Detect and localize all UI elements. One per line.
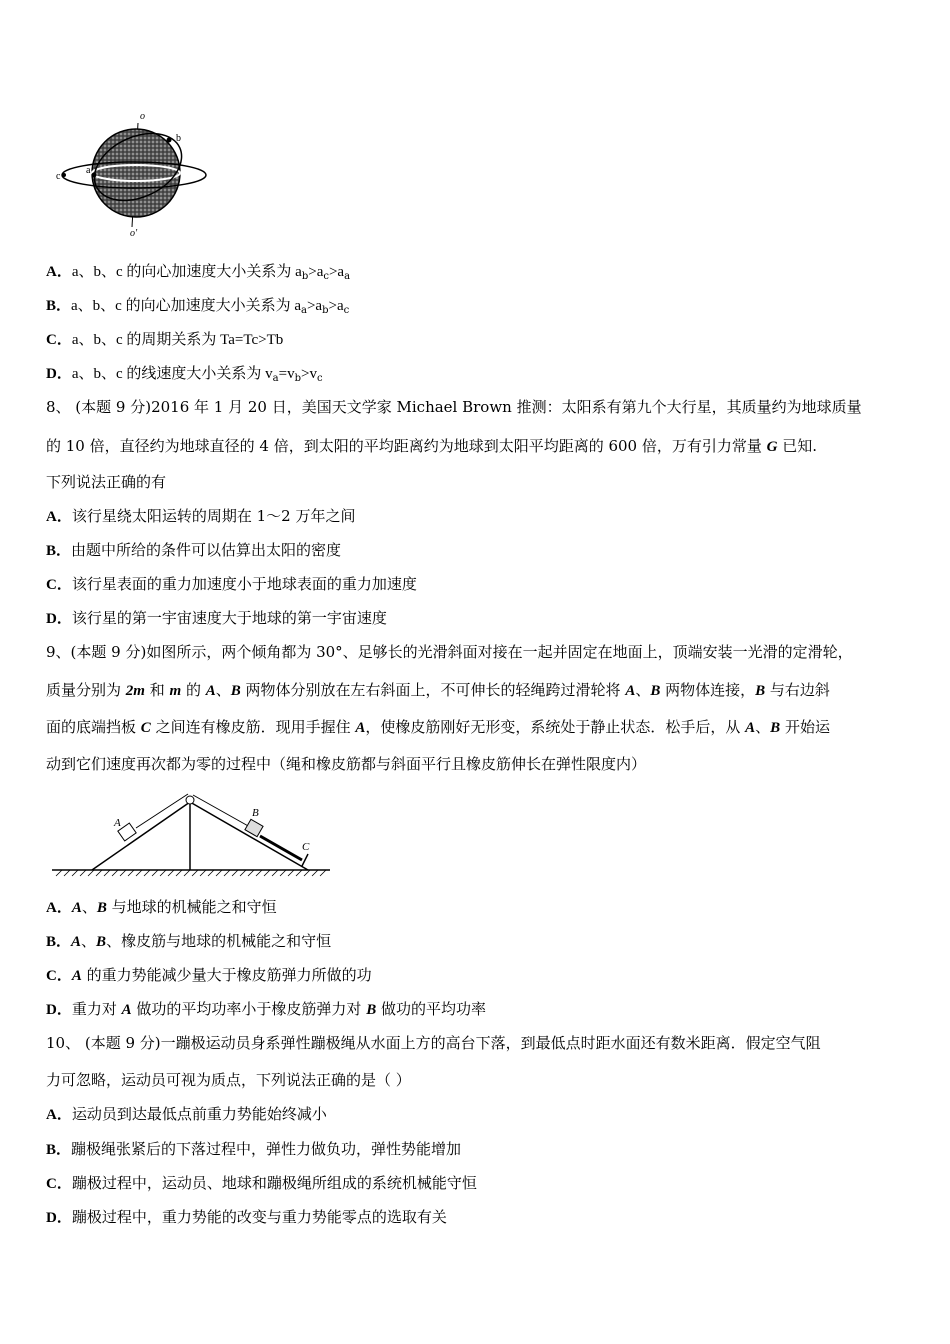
q7-option-b: B．a、b、c 的向心加速度大小关系为 $a_a>a_b>a_c$ [46,298,350,316]
stopper-c [302,854,308,866]
q9-option-d: D．重力对 A 做功的平均功率小于橡皮筋弹力对 B 做功的平均功率 [46,1000,486,1018]
q9-option-b: B．A、B、橡皮筋与地球的机械能之和守恒 [46,932,332,950]
q10-stem-line1: 10、 (本题 9 分)一蹦极运动员身系弹性蹦极绳从水面上方的高台下落，到最低点时距水面还有数米距离．假定空气阻 [46,1034,821,1052]
earth-globe [92,129,180,217]
q10-option-b: B．蹦极绳张紧后的下落过程中，弹性力做负功，弹性势能增加 [46,1140,462,1158]
label-block-b: B [252,807,259,819]
rope-right [193,795,250,827]
q8-stem-line3: 下列说法正确的有 [46,473,167,491]
ground-hatching [56,870,326,876]
label-b: b [176,133,181,144]
q8-stem-line2: 的 10 倍，直径约为地球直径的 4 倍，到太阳的平均距离约为地球到太阳平均距离的 600 倍，万有引力常量 G 已知. [46,437,818,455]
q9-stem-line1: 9、(本题 9 分)如图所示，两个倾角都为 30°、足够长的光滑斜面对接在一起并固定在地面上，顶端安装一光滑的定滑轮， [46,643,853,661]
label-o-bottom: o' [130,228,138,239]
q7-option-d: D．a、b、c 的线速度大小关系为 $v_a=v_b>v_c$ [46,366,323,384]
label-a: a [86,165,91,176]
point-b [167,138,172,143]
q8-option-a: A．该行星绕太阳运转的周期在 1～2 万年之间 [46,507,356,525]
rope-left [136,794,188,828]
q7-option-a: A．a、b、c 的向心加速度大小关系为 $a_b>a_c>a_a$ [46,264,351,282]
left-incline [92,802,190,870]
q8-option-d: D．该行星的第一宇宙速度大于地球的第一宇宙速度 [46,609,387,627]
q8-option-c: C．该行星表面的重力加速度小于地球表面的重力加速度 [46,575,417,593]
q8-option-b: B．由题中所给的条件可以估算出太阳的密度 [46,541,342,559]
orbit-figure [52,105,212,240]
label-stopper-c: C [302,841,310,853]
q10-option-c: C．蹦极过程中，运动员、地球和蹦极绳所组成的系统机械能守恒 [46,1174,477,1192]
label-c: c [56,171,61,182]
pulley [186,796,194,804]
q10-option-d: D．蹦极过程中，重力势能的改变与重力势能零点的选取有关 [46,1208,447,1226]
point-c [62,173,66,177]
right-incline [190,802,308,870]
q9-stem-line3: 面的底端挡板 C 之间连有橡皮筋．现用手握住 A，使橡皮筋刚好无形变，系统处于静止状态．松手后，从 A、B 开始运 [46,718,830,736]
q9-stem-line4: 动到它们速度再次都为零的过程中（绳和橡皮筋都与斜面平行且橡皮筋伸长在弹性限度内） [46,755,647,773]
incline-figure [52,790,332,880]
q8-stem-line1: 8、 (本题 9 分)2016 年 1 月 20 日，美国天文学家 Michael Brown 推测：太阳系有第九个大行星，其质量约为地球质量 [46,398,862,416]
q9-option-a: A．A、B 与地球的机械能之和守恒 [46,898,277,916]
q9-stem-line2: 质量分别为 2m 和 m 的 A、B 两物体分别放在左右斜面上，不可伸长的轻绳跨过滑轮将 A、B 两物体连接，B 与右边斜 [46,681,830,699]
block-b [245,819,263,836]
point-a [92,173,97,178]
rubber-band [260,836,302,860]
q7-option-c: C．a、b、c 的周期关系为 Ta=Tc>Tb [46,332,284,348]
label-o-top: o [140,111,145,122]
label-block-a: A [114,817,121,829]
q10-option-a: A．运动员到达最低点前重力势能始终减小 [46,1105,327,1123]
q9-option-c: C．A 的重力势能减少量大于橡皮筋弹力所做的功 [46,966,372,984]
q10-stem-line2: 力可忽略，运动员可视为质点，下列说法正确的是（ ） [46,1071,411,1089]
